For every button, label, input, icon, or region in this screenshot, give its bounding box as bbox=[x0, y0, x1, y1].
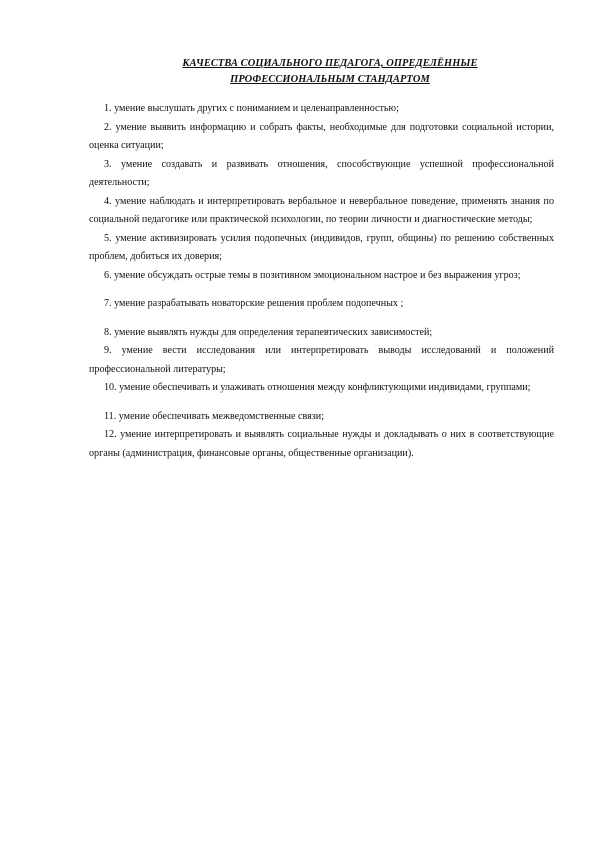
qualities-list bbox=[89, 100, 554, 463]
list-item-8: 8. умение выявлять нужды для определения терапевтических зависимостей; bbox=[104, 326, 433, 338]
list-item-11: 11. умение обеспечивать межведомственные связи; bbox=[104, 410, 325, 422]
list-item-12: 12. умение интерпретировать и выявлять социальные нужды и докладывать о них в соответствующие органы (администрация, финансовые органы, общественные организации). bbox=[89, 429, 554, 459]
list-item-6: 6. умение обсуждать острые темы в позитивном эмоциональном настрое и без выражения угроз; bbox=[104, 269, 521, 281]
list-item-7: 7. умение разрабатывать новаторские решения проблем подопечных ; bbox=[104, 298, 404, 309]
title-line-2: ПРОФЕССИОНАЛЬНЫМ СТАНДАРТОМ bbox=[230, 74, 430, 85]
list-item-5: 5. умение активизировать усилия подопечных (индивидов, групп, общины) по решению собственных проблем, добиться их доверия; bbox=[89, 232, 554, 262]
list-item-3: 3. умение создавать и развивать отношения, способствующие успешной профессиональной деятельности; bbox=[89, 158, 554, 188]
list-item-4: 4. умение наблюдать и интерпретировать вербальное и невербальное поведение, применять знания по социальной педагогике или практической психологии, по теории личности и диагностические методы; bbox=[89, 195, 554, 225]
list-item-10: 10. умение обеспечивать и улаживать отношения между конфликтующими индивидами, группами; bbox=[104, 382, 531, 393]
list-item-9: 9. умение вести исследования или интерпретировать выводы исследований и положений профессиональной литературы; bbox=[89, 345, 554, 375]
list-item-1: 1. умение выслушать других с пониманием и целенаправленностью; bbox=[104, 103, 399, 114]
document-title bbox=[60, 56, 595, 88]
title-line-1: КАЧЕСТВА СОЦИАЛЬНОГО ПЕДАГОГА, ОПРЕДЕЛЁННЫЕ bbox=[182, 58, 478, 69]
list-item-2: 2. умение выявить информацию и собрать факты, необходимые для подготовки социальной истории, оценка ситуации; bbox=[89, 121, 554, 151]
